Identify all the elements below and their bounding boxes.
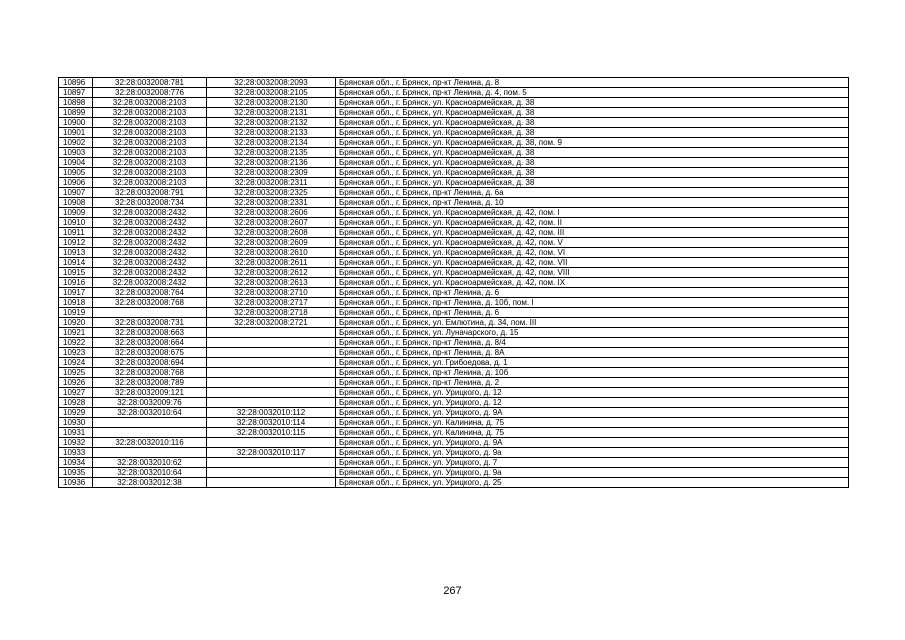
cadastral-number-secondary-cell: 32:28:0032008:2311 bbox=[207, 178, 336, 188]
table-row bbox=[59, 458, 849, 468]
address-cell: Брянская обл., г. Брянск, ул. Красноармейская, д. 38, пом. 9 bbox=[336, 138, 849, 148]
cadastral-number-cell: 32:28:0032008:734 bbox=[93, 198, 207, 208]
address-cell: Брянская обл., г. Брянск, ул. Красноармейская, д. 42, пом. V bbox=[336, 238, 849, 248]
cadastral-number-secondary-cell: 32:28:0032008:2105 bbox=[207, 88, 336, 98]
row-number-cell: 10907 bbox=[59, 188, 93, 198]
table-row bbox=[59, 298, 849, 308]
cadastral-number-cell: 32:28:0032008:675 bbox=[93, 348, 207, 358]
cadastral-number-cell: 32:28:0032008:664 bbox=[93, 338, 207, 348]
address-cell: Брянская обл., г. Брянск, ул. Калинина, д. 75 bbox=[336, 428, 849, 438]
row-number-cell: 10919 bbox=[59, 308, 93, 318]
row-number-cell: 10898 bbox=[59, 98, 93, 108]
cadastral-number-cell: 32:28:0032008:2432 bbox=[93, 268, 207, 278]
cadastral-number-secondary-cell: 32:28:0032008:2309 bbox=[207, 168, 336, 178]
address-cell: Брянская обл., г. Брянск, ул. Калинина, д. 75 bbox=[336, 418, 849, 428]
cadastral-number-secondary-cell bbox=[207, 438, 336, 448]
cadastral-number-cell: 32:28:0032009:76 bbox=[93, 398, 207, 408]
cadastral-number-cell: 32:28:0032008:768 bbox=[93, 298, 207, 308]
table-row bbox=[59, 308, 849, 318]
row-number-cell: 10909 bbox=[59, 208, 93, 218]
address-cell: Брянская обл., г. Брянск, ул. Красноармейская, д. 42, пом. IX bbox=[336, 278, 849, 288]
page-number: 267 bbox=[443, 585, 462, 597]
row-number-cell: 10931 bbox=[59, 428, 93, 438]
address-cell: Брянская обл., г. Брянск, ул. Красноармейская, д. 42, пом. III bbox=[336, 228, 849, 238]
cadastral-number-secondary-cell: 32:28:0032008:2134 bbox=[207, 138, 336, 148]
table-row bbox=[59, 108, 849, 118]
address-cell: Брянская обл., г. Брянск, ул. Красноармейская, д. 42, пом. II bbox=[336, 218, 849, 228]
cadastral-number-secondary-cell: 32:28:0032008:2710 bbox=[207, 288, 336, 298]
table-row bbox=[59, 118, 849, 128]
row-number-cell: 10906 bbox=[59, 178, 93, 188]
address-cell: Брянская обл., г. Брянск, ул. Урицкого, д. 12 bbox=[336, 388, 849, 398]
cadastral-number-secondary-cell: 32:28:0032008:2718 bbox=[207, 308, 336, 318]
table-row bbox=[59, 208, 849, 218]
table-row bbox=[59, 348, 849, 358]
address-cell: Брянская обл., г. Брянск, пр-кт Ленина, д. 2 bbox=[336, 378, 849, 388]
cadastral-number-cell: 32:28:0032008:2103 bbox=[93, 108, 207, 118]
table-row bbox=[59, 328, 849, 338]
address-cell: Брянская обл., г. Брянск, пр-кт Ленина, д. 6а bbox=[336, 188, 849, 198]
address-cell: Брянская обл., г. Брянск, ул. Луначарского, д. 15 bbox=[336, 328, 849, 338]
cadastral-number-cell: 32:28:0032008:789 bbox=[93, 378, 207, 388]
cadastral-number-secondary-cell: 32:28:0032008:2612 bbox=[207, 268, 336, 278]
cadastral-number-cell: 32:28:0032008:2432 bbox=[93, 238, 207, 248]
cadastral-number-secondary-cell bbox=[207, 328, 336, 338]
table-row bbox=[59, 378, 849, 388]
address-cell: Брянская обл., г. Брянск, ул. Красноармейская, д. 38 bbox=[336, 148, 849, 158]
row-number-cell: 10912 bbox=[59, 238, 93, 248]
row-number-cell: 10920 bbox=[59, 318, 93, 328]
cadastral-number-secondary-cell: 32:28:0032008:2130 bbox=[207, 98, 336, 108]
address-cell: Брянская обл., г. Брянск, пр-кт Ленина, д. 10 bbox=[336, 198, 849, 208]
address-cell: Брянская обл., г. Брянск, пр-кт Ленина, д. 8А bbox=[336, 348, 849, 358]
address-cell: Брянская обл., г. Брянск, ул. Красноармейская, д. 38 bbox=[336, 98, 849, 108]
cadastral-number-secondary-cell bbox=[207, 378, 336, 388]
table-row bbox=[59, 248, 849, 258]
cadastral-number-secondary-cell bbox=[207, 338, 336, 348]
cadastral-number-cell: 32:28:0032008:781 bbox=[93, 78, 207, 88]
row-number-cell: 10923 bbox=[59, 348, 93, 358]
cadastral-number-cell: 32:28:0032008:2103 bbox=[93, 158, 207, 168]
address-cell: Брянская обл., г. Брянск, пр-кт Ленина, д. 4, пом. 5 bbox=[336, 88, 849, 98]
cadastral-number-cell: 32:28:0032012:38 bbox=[93, 478, 207, 488]
table-row bbox=[59, 288, 849, 298]
row-number-cell: 10897 bbox=[59, 88, 93, 98]
table-row bbox=[59, 78, 849, 88]
cadastral-number-secondary-cell: 32:28:0032008:2608 bbox=[207, 228, 336, 238]
address-cell: Брянская обл., г. Брянск, ул. Красноармейская, д. 38 bbox=[336, 118, 849, 128]
row-number-cell: 10915 bbox=[59, 268, 93, 278]
table-row bbox=[59, 218, 849, 228]
address-cell: Брянская обл., г. Брянск, ул. Урицкого, д. 25 bbox=[336, 478, 849, 488]
table-row bbox=[59, 228, 849, 238]
address-cell: Брянская обл., г. Брянск, ул. Красноармейская, д. 42, пом. I bbox=[336, 208, 849, 218]
row-number-cell: 10926 bbox=[59, 378, 93, 388]
row-number-cell: 10932 bbox=[59, 438, 93, 448]
address-cell: Брянская обл., г. Брянск, ул. Урицкого, д. 7 bbox=[336, 458, 849, 468]
cadastral-number-cell bbox=[93, 428, 207, 438]
cadastral-number-cell: 32:28:0032008:663 bbox=[93, 328, 207, 338]
address-cell: Брянская обл., г. Брянск, ул. Урицкого, д. 9а bbox=[336, 448, 849, 458]
cadastral-number-cell: 32:28:0032010:64 bbox=[93, 468, 207, 478]
cadastral-number-secondary-cell bbox=[207, 458, 336, 468]
cadastral-number-secondary-cell bbox=[207, 468, 336, 478]
cadastral-number-secondary-cell: 32:28:0032008:2133 bbox=[207, 128, 336, 138]
row-number-cell: 10908 bbox=[59, 198, 93, 208]
table-row bbox=[59, 278, 849, 288]
cadastral-number-cell: 32:28:0032008:694 bbox=[93, 358, 207, 368]
row-number-cell: 10933 bbox=[59, 448, 93, 458]
table-row bbox=[59, 258, 849, 268]
row-number-cell: 10935 bbox=[59, 468, 93, 478]
table-row bbox=[59, 188, 849, 198]
table-row bbox=[59, 438, 849, 448]
row-number-cell: 10934 bbox=[59, 458, 93, 468]
cadastral-number-secondary-cell: 32:28:0032008:2606 bbox=[207, 208, 336, 218]
row-number-cell: 10914 bbox=[59, 258, 93, 268]
cadastral-number-cell: 32:28:0032008:764 bbox=[93, 288, 207, 298]
address-cell: Брянская обл., г. Брянск, пр-кт Ленина, д. 10б, пом. I bbox=[336, 298, 849, 308]
cadastral-number-secondary-cell bbox=[207, 358, 336, 368]
cadastral-number-secondary-cell: 32:28:0032008:2093 bbox=[207, 78, 336, 88]
row-number-cell: 10917 bbox=[59, 288, 93, 298]
table-row bbox=[59, 338, 849, 348]
cadastral-number-cell: 32:28:0032008:2432 bbox=[93, 248, 207, 258]
table-row bbox=[59, 178, 849, 188]
row-number-cell: 10924 bbox=[59, 358, 93, 368]
table-row bbox=[59, 238, 849, 248]
cadastral-number-cell: 32:28:0032008:768 bbox=[93, 368, 207, 378]
address-cell: Брянская обл., г. Брянск, ул. Красноармейская, д. 38 bbox=[336, 158, 849, 168]
cadastral-number-cell: 32:28:0032008:2103 bbox=[93, 178, 207, 188]
cadastral-number-cell: 32:28:0032008:2103 bbox=[93, 148, 207, 158]
table-row bbox=[59, 358, 849, 368]
cadastral-number-secondary-cell: 32:28:0032010:112 bbox=[207, 408, 336, 418]
cadastral-number-cell: 32:28:0032010:62 bbox=[93, 458, 207, 468]
cadastral-number-cell: 32:28:0032008:2432 bbox=[93, 208, 207, 218]
cadastral-number-cell: 32:28:0032008:2432 bbox=[93, 218, 207, 228]
cadastral-number-secondary-cell: 32:28:0032008:2717 bbox=[207, 298, 336, 308]
row-number-cell: 10910 bbox=[59, 218, 93, 228]
row-number-cell: 10911 bbox=[59, 228, 93, 238]
cadastral-number-cell: 32:28:0032010:64 bbox=[93, 408, 207, 418]
row-number-cell: 10936 bbox=[59, 478, 93, 488]
cadastral-number-secondary-cell: 32:28:0032008:2610 bbox=[207, 248, 336, 258]
address-cell: Брянская обл., г. Брянск, ул. Грибоедова, д. 1 bbox=[336, 358, 849, 368]
cadastral-number-secondary-cell: 32:28:0032010:115 bbox=[207, 428, 336, 438]
cadastral-number-secondary-cell: 32:28:0032008:2613 bbox=[207, 278, 336, 288]
address-cell: Брянская обл., г. Брянск, пр-кт Ленина, д. 8/4 bbox=[336, 338, 849, 348]
row-number-cell: 10905 bbox=[59, 168, 93, 178]
cadastral-number-secondary-cell: 32:28:0032010:114 bbox=[207, 418, 336, 428]
address-cell: Брянская обл., г. Брянск, пр-кт Ленина, д. 10б bbox=[336, 368, 849, 378]
cadastral-number-cell: 32:28:0032008:2103 bbox=[93, 138, 207, 148]
address-cell: Брянская обл., г. Брянск, ул. Красноармейская, д. 42, пом. VIII bbox=[336, 268, 849, 278]
row-number-cell: 10916 bbox=[59, 278, 93, 288]
row-number-cell: 10896 bbox=[59, 78, 93, 88]
row-number-cell: 10918 bbox=[59, 298, 93, 308]
cadastral-number-secondary-cell bbox=[207, 478, 336, 488]
cadastral-number-secondary-cell: 32:28:0032008:2609 bbox=[207, 238, 336, 248]
table-row bbox=[59, 148, 849, 158]
table-row bbox=[59, 158, 849, 168]
address-cell: Брянская обл., г. Брянск, ул. Урицкого, д. 9а bbox=[336, 468, 849, 478]
address-cell: Брянская обл., г. Брянск, пр-кт Ленина, д. 6 bbox=[336, 288, 849, 298]
row-number-cell: 10900 bbox=[59, 118, 93, 128]
cadastral-number-cell: 32:28:0032008:2103 bbox=[93, 118, 207, 128]
address-cell: Брянская обл., г. Брянск, пр-кт Ленина, д. 8 bbox=[336, 78, 849, 88]
table-row bbox=[59, 138, 849, 148]
cadastral-number-cell: 32:28:0032008:2103 bbox=[93, 168, 207, 178]
row-number-cell: 10925 bbox=[59, 368, 93, 378]
address-cell: Брянская обл., г. Брянск, ул. Красноармейская, д. 38 bbox=[336, 108, 849, 118]
address-cell: Брянская обл., г. Брянск, ул. Урицкого, д. 12 bbox=[336, 398, 849, 408]
cadastral-number-cell bbox=[93, 308, 207, 318]
cadastral-number-secondary-cell bbox=[207, 368, 336, 378]
cadastral-number-cell: 32:28:0032008:2432 bbox=[93, 278, 207, 288]
table-row bbox=[59, 468, 849, 478]
cadastral-number-secondary-cell: 32:28:0032008:2325 bbox=[207, 188, 336, 198]
address-cell: Брянская обл., г. Брянск, пр-кт Ленина, д. 6 bbox=[336, 308, 849, 318]
address-cell: Брянская обл., г. Брянск, ул. Красноармейская, д. 42, пом. VII bbox=[336, 258, 849, 268]
cadastral-number-secondary-cell: 32:28:0032008:2607 bbox=[207, 218, 336, 228]
table-row bbox=[59, 88, 849, 98]
table-row bbox=[59, 98, 849, 108]
table-row bbox=[59, 198, 849, 208]
address-cell: Брянская обл., г. Брянск, ул. Красноармейская, д. 42, пом. VI bbox=[336, 248, 849, 258]
address-cell: Брянская обл., г. Брянск, ул. Красноармейская, д. 38 bbox=[336, 128, 849, 138]
cadastral-number-cell: 32:28:0032008:776 bbox=[93, 88, 207, 98]
address-cell: Брянская обл., г. Брянск, ул. Емлютина, д. 34, пом. III bbox=[336, 318, 849, 328]
cadastral-number-secondary-cell bbox=[207, 398, 336, 408]
address-cell: Брянская обл., г. Брянск, ул. Урицкого, д. 9А bbox=[336, 438, 849, 448]
cadastral-number-secondary-cell: 32:28:0032008:2132 bbox=[207, 118, 336, 128]
table-row bbox=[59, 128, 849, 138]
row-number-cell: 10921 bbox=[59, 328, 93, 338]
table-row bbox=[59, 318, 849, 328]
row-number-cell: 10913 bbox=[59, 248, 93, 258]
cadastral-number-cell: 32:28:0032009:121 bbox=[93, 388, 207, 398]
table-row bbox=[59, 478, 849, 488]
cadastral-number-secondary-cell: 32:28:0032008:2135 bbox=[207, 148, 336, 158]
cadastral-number-secondary-cell: 32:28:0032008:2611 bbox=[207, 258, 336, 268]
cadastral-number-cell bbox=[93, 418, 207, 428]
table-row bbox=[59, 448, 849, 458]
cadastral-number-cell: 32:28:0032008:2432 bbox=[93, 258, 207, 268]
cadastral-number-secondary-cell bbox=[207, 348, 336, 358]
table-row bbox=[59, 418, 849, 428]
table-row bbox=[59, 368, 849, 378]
row-number-cell: 10929 bbox=[59, 408, 93, 418]
table-row bbox=[59, 428, 849, 438]
table-row bbox=[59, 168, 849, 178]
cadastral-number-secondary-cell bbox=[207, 388, 336, 398]
address-cell: Брянская обл., г. Брянск, ул. Красноармейская, д. 38 bbox=[336, 178, 849, 188]
row-number-cell: 10902 bbox=[59, 138, 93, 148]
registry-table bbox=[58, 77, 849, 488]
row-number-cell: 10930 bbox=[59, 418, 93, 428]
table-row bbox=[59, 388, 849, 398]
cadastral-number-cell: 32:28:0032008:791 bbox=[93, 188, 207, 198]
cadastral-number-secondary-cell: 32:28:0032008:2331 bbox=[207, 198, 336, 208]
address-cell: Брянская обл., г. Брянск, ул. Урицкого, д. 9А bbox=[336, 408, 849, 418]
row-number-cell: 10899 bbox=[59, 108, 93, 118]
row-number-cell: 10904 bbox=[59, 158, 93, 168]
row-number-cell: 10927 bbox=[59, 388, 93, 398]
registry-table-body bbox=[59, 78, 849, 488]
cadastral-number-cell bbox=[93, 448, 207, 458]
cadastral-number-cell: 32:28:0032008:2103 bbox=[93, 128, 207, 138]
cadastral-number-cell: 32:28:0032010:116 bbox=[93, 438, 207, 448]
cadastral-number-cell: 32:28:0032008:2103 bbox=[93, 98, 207, 108]
table-row bbox=[59, 268, 849, 278]
cadastral-number-secondary-cell: 32:28:0032008:2136 bbox=[207, 158, 336, 168]
table-row bbox=[59, 408, 849, 418]
cadastral-number-secondary-cell: 32:28:0032008:2721 bbox=[207, 318, 336, 328]
row-number-cell: 10903 bbox=[59, 148, 93, 158]
row-number-cell: 10901 bbox=[59, 128, 93, 138]
address-cell: Брянская обл., г. Брянск, ул. Красноармейская, д. 38 bbox=[336, 168, 849, 178]
cadastral-number-secondary-cell: 32:28:0032010:117 bbox=[207, 448, 336, 458]
row-number-cell: 10928 bbox=[59, 398, 93, 408]
row-number-cell: 10922 bbox=[59, 338, 93, 348]
table-row bbox=[59, 398, 849, 408]
cadastral-number-secondary-cell: 32:28:0032008:2131 bbox=[207, 108, 336, 118]
cadastral-number-cell: 32:28:0032008:731 bbox=[93, 318, 207, 328]
cadastral-number-cell: 32:28:0032008:2432 bbox=[93, 228, 207, 238]
